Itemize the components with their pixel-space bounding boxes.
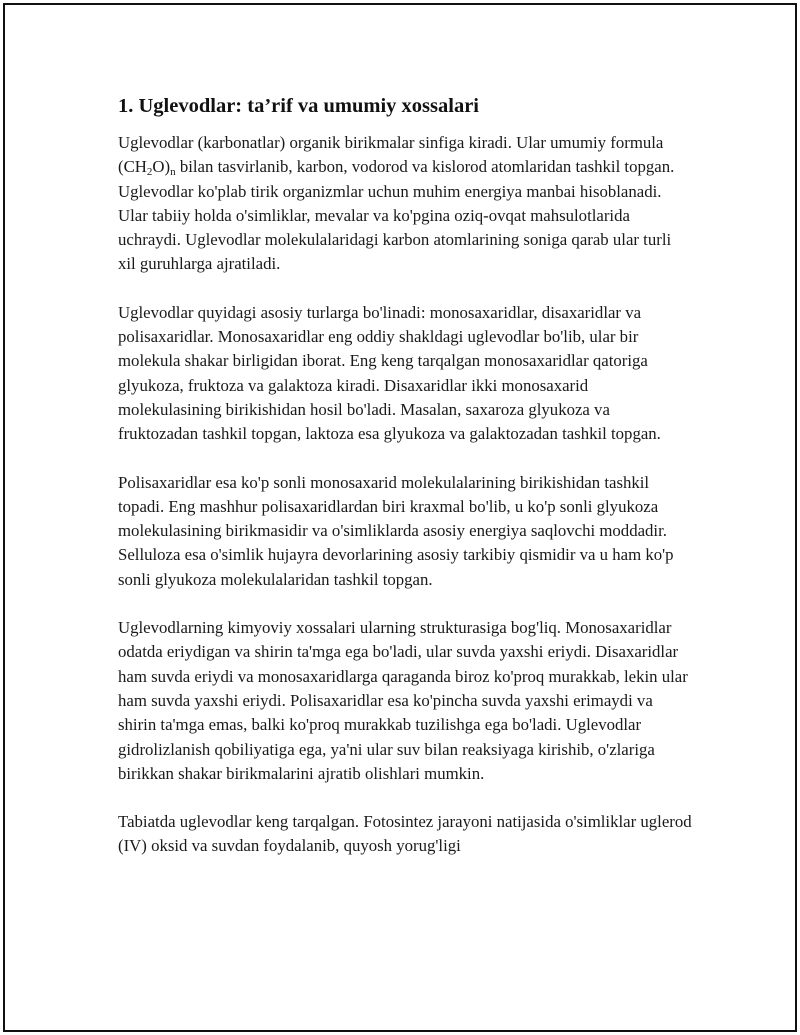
paragraph-nature: Tabiatda uglevodlar keng tarqalgan. Fotosintez jarayoni natijasida o'simliklar uglerod (IV) oksid va suvdan foydalanib, quyosh yorug'ligi bbox=[118, 812, 692, 856]
paragraph-text: bilan tasvirlanib, karbon, vodorod va kislorod atomlaridan tashkil topgan. Uglevodlar ko'plab tirik organizmlar uchun muhim energiya manbai hisoblanadi. Ular tabiiy holda o'simliklar, mevalar va ko'pgina oziq-ovqat mahsulotlarida uchraydi. Uglevodlar molekulalaridagi karbon atomlarining soniga qarab ular turli xil guruhlarga ajratiladi. bbox=[118, 157, 675, 274]
document-body bbox=[118, 93, 693, 883]
paragraph-chemical-properties: Uglevodlarning kimyoviy xossalari ularning strukturasiga bog'liq. Monosaxaridlar odatda eriydigan va shirin ta'mga ega bo'ladi, ular suvda yaxshi eriydi. Disaxaridlar ham suvda eriydi va monosaxaridlarga qaraganda biroz ko'proq murakkab, lekin ular ham suvda yaxshi eriydi. Polisaxaridlar esa ko'pincha suvda yaxshi erimaydi va shirin ta'mga emas, balki ko'proq murakkab tuzilishga ega bo'ladi. Uglevodlar gidrolizlanish qobiliyatiga ega, ya'ni ular suv bilan reaksiyaga kirishib, o'zlariga birikkan shakar birikmalarini ajratib olishlari mumkin. bbox=[118, 618, 688, 783]
paragraph-definition bbox=[118, 131, 693, 277]
section-heading: 1. Uglevodlar: ta’rif va umumiy xossalari bbox=[118, 95, 479, 117]
formula-subscript: n bbox=[170, 166, 176, 179]
paragraph-text: O) bbox=[152, 157, 171, 177]
paragraph-text: Uglevodlar (karbonatlar) organik birikmalar sinfiga kiradi. Ular umumiy formula (CH bbox=[118, 133, 664, 177]
paragraph-polysaccharides: Polisaxaridlar esa ko'p sonli monosaxarid molekulalarining birikishidan tashkil topadi. Eng mashhur polisaxaridlardan biri kraxmal bo'lib, u ko'p sonli glyukoza molekulasining birikmasidir va o'simliklarda asosiy energiya saqlovchi moddadir. Selluloza esa o'simlik hujayra devorlarining asosiy tarkibiy qismidir va u ham ko'p sonli glyukoza molekulalaridan tashkil topgan. bbox=[118, 472, 674, 589]
formula-subscript: 2 bbox=[146, 166, 153, 179]
paragraph-types: Uglevodlar quyidagi asosiy turlarga bo'linadi: monosaxaridlar, disaxaridlar va polisaxaridlar. Monosaxaridlar eng oddiy shakldagi uglevodlar bo'lib, ular bir molekula shakar birligidan iborat. Eng keng tarqalgan monosaxaridlar qatoriga glyukoza, fruktoza va galaktoza kiradi. Disaxaridlar ikki monosaxarid molekulasining birikishidan hosil bo'ladi. Masalan, saxaroza glyukoza va fruktozadan tashkil topgan, laktoza esa glyukoza va galaktozadan tashkil topgan. bbox=[118, 302, 661, 444]
